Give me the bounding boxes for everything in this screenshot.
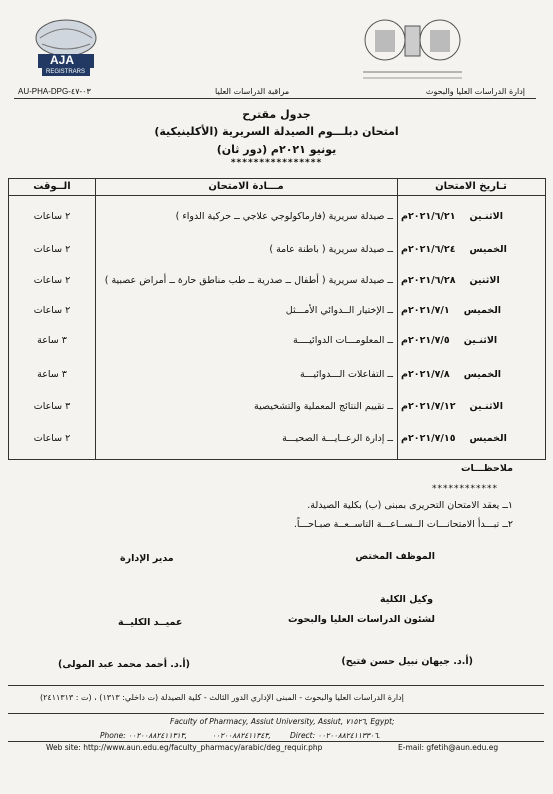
exam-subject: ــ صيدلة سريرية (فارماكولوجي علاجي ــ حركية الدواء )	[175, 210, 393, 222]
vice-dean-title: لشئون الدراسات العليا والبحوث	[287, 614, 435, 625]
exam-subject: ــ صيدلة سريرية ( باطنة عامة )	[269, 243, 393, 255]
exam-subject: ــ تقييم النتائج المعملية والتشخيصية	[254, 400, 393, 412]
exam-date: ٢٠٢١/٧/٨م	[401, 368, 450, 380]
exam-date-cell	[401, 265, 541, 295]
note-1: ١ــ يعقد الامتحان التحريرى بمبنى (ب) بكلية الصيدلة.	[307, 500, 513, 511]
footer-website[interactable]: Web site: http://www.aun.edu.eg/faculty_pharmacy/arabic/deg_requir.php	[46, 743, 323, 752]
exam-day: الخميس	[469, 432, 507, 444]
header-divider	[14, 98, 536, 99]
footer-divider-mid	[8, 713, 544, 714]
exam-duration: ٣ ساعات	[33, 400, 71, 412]
footer-email[interactable]: E-mail: gfetih@aun.edu.eg	[398, 743, 499, 752]
university-faculty-seal	[355, 12, 470, 90]
exam-date-cell	[401, 359, 541, 389]
exam-date: ٢٠٢١/٦/٢٨م	[401, 274, 456, 286]
table-row	[9, 423, 545, 453]
table-row	[9, 234, 545, 264]
exam-subject: ــ الإختيار الــدوائي الأمـــثل	[285, 304, 393, 316]
notes-heading: ملاحظـــات	[460, 463, 513, 474]
employee-label: الموظف المختص	[355, 551, 435, 562]
exam-date: ٢٠٢١/٧/١٥م	[401, 432, 456, 444]
footer-divider-top	[8, 685, 544, 686]
header-subject: مـــادة الامتحان	[95, 179, 397, 196]
table-row	[9, 295, 545, 325]
exam-date-cell	[401, 234, 541, 264]
exam-duration: ٢ ساعات	[33, 432, 71, 444]
exam-duration: ٣ ساعة	[37, 334, 67, 346]
director-label: مدير الإدارة	[120, 553, 174, 564]
exam-day: الخميس	[463, 368, 502, 380]
notes-stars: ************	[432, 484, 498, 494]
exam-duration: ٢ ساعات	[33, 274, 71, 286]
logo-text: AJA	[50, 53, 75, 67]
exam-schedule-table	[8, 178, 546, 460]
header-time: الــوقت	[9, 179, 95, 196]
exam-subject: ــ التفاعلات الـــدوائيـــة	[299, 368, 393, 380]
table-row	[9, 391, 545, 421]
exam-duration: ٣ ساعة	[37, 368, 67, 380]
exam-day: الاثنـين	[469, 210, 503, 222]
exam-date: ٢٠٢١/٧/٥م	[401, 334, 450, 346]
exam-date-cell	[401, 391, 541, 421]
exam-day: الخميس	[469, 243, 507, 255]
table-row	[9, 359, 545, 389]
exam-subject: ــ المعلومـــات الدوائيــــة	[292, 334, 393, 346]
footer-address-arabic: إدارة الدراسات العليا والبحوث - المبنى الإداري الدور الثالث - كلية الصيدلة (ت داخلي: ١٣١٣) ، (ت : ٢٤١١٣١٣)	[40, 693, 404, 702]
exam-subject: ــ صيدلة سريرية ( أطفال ــ صدرية ــ طب مناطق حارة ــ أمراض عصبية )	[104, 274, 393, 286]
title-line-3: يونيو ٢٠٢١م (دور ثان)	[216, 143, 337, 156]
exam-date-cell	[401, 423, 541, 453]
exam-duration: ٢ ساعات	[33, 210, 71, 222]
exam-date-cell	[401, 201, 541, 231]
aja-registrars-logo	[20, 14, 112, 84]
table-row	[9, 201, 545, 231]
header-date: تـاريخ الامتحان	[397, 179, 545, 196]
exam-date: ٢٠٢١/٦/٢٤م	[401, 243, 456, 255]
footer-address-english: Faculty of Pharmacy, Assiut University, Assiut, ٧١٥٢٦, Egypt;	[170, 717, 395, 726]
exam-day: الاثنـين	[469, 400, 503, 412]
document-code: AU-PHA-DPG-٠٣-٤٧	[18, 87, 91, 96]
exam-date-cell	[401, 295, 541, 325]
title-line-2: امتحان دبلـــوم الصيدلة السريرية (الأكلينيكية)	[154, 125, 399, 138]
logo-subtext: REGISTRARS	[46, 69, 86, 75]
dean-name: (أ.د. أحمد محمد عبد المولى)	[58, 659, 190, 670]
exam-subject: ــ إدارة الرعــايـــة الصحيـــة	[282, 432, 393, 444]
footer-fax: ٠٠٢٠٠٨٨٢٤١١٣٤٣,	[212, 731, 271, 740]
exam-day: الاثنين	[469, 274, 500, 286]
footer-direct: Direct: ٠٠٢٠٠٨٨٢٤١١٣٣٠٦.	[290, 731, 381, 740]
exam-date: ٢٠٢١/٧/١م	[401, 304, 450, 316]
exam-duration: ٢ ساعات	[33, 304, 71, 316]
table-row	[9, 265, 545, 295]
exam-date: ٢٠٢١/٦/٢١م	[401, 210, 456, 222]
office-name-left: مراقبة الدراسات العليا	[215, 87, 290, 96]
note-2: ٢ــ تبـــدأ الامتحانـــات الــســاعـــة التاســعــة صبـاحـــاً.	[293, 519, 513, 530]
title-stars: ****************	[230, 158, 323, 168]
dean-label: عميــد الكليــة	[118, 617, 183, 628]
title-line-1: جدول مقترح	[242, 108, 311, 121]
vice-dean-label: وكيل الكلية	[380, 594, 433, 605]
table-row	[9, 325, 545, 355]
footer-divider-bottom	[8, 741, 544, 742]
exam-date: ٢٠٢١/٧/١٢م	[401, 400, 456, 412]
office-name-right: إدارة الدراسات العليا والبحوث	[425, 87, 525, 96]
exam-day: الخميس	[463, 304, 502, 316]
exam-duration: ٢ ساعات	[33, 243, 71, 255]
footer-phone: Phone: ٠٠٢٠٠٨٨٢٤١١٣١٣,	[100, 731, 187, 740]
exam-day: الاثنـين	[463, 334, 498, 346]
vice-dean-name: (أ.د. جيهان نبيل حسن فتيح)	[341, 656, 473, 667]
exam-date-cell	[401, 325, 541, 355]
